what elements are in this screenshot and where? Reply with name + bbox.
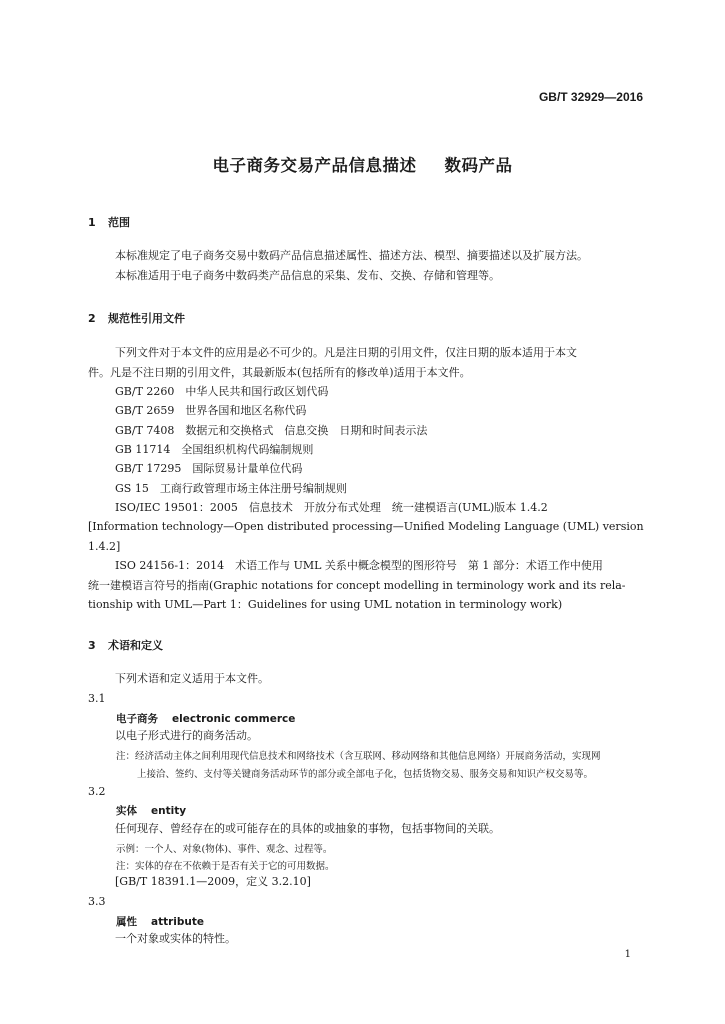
reference-item: GB/T 17295 国际贸易计量单位代码 xyxy=(115,462,303,475)
term-zh: 电子商务 xyxy=(116,713,158,725)
document-title xyxy=(0,152,725,176)
term-heading xyxy=(116,711,295,726)
term-note-line-2: 上接洽、签约、支付等关键商务活动环节的部分或全部电子化，包括货物交易、服务交易和知识产权交易等。 xyxy=(137,769,594,780)
reference-iso19501-line-2: [Information technology—Open distributed processing—Unified Modeling Language (UML) version xyxy=(88,520,644,533)
term-en: entity xyxy=(151,805,187,817)
reference-item: GB/T 2659 世界各国和地区名称代码 xyxy=(115,404,307,417)
clause-number: 3.2 xyxy=(88,785,106,798)
page-number: 1 xyxy=(624,949,631,960)
section-1-paragraph-2: 本标准适用于电子商务中数码类产品信息的采集、发布、交换、存储和管理等。 xyxy=(115,269,500,282)
term-heading xyxy=(116,803,186,818)
section-2-intro-line-1: 下列文件对于本文件的应用是必不可少的。凡是注日期的引用文件，仅注日期的版本适用于本文 xyxy=(115,346,577,359)
reference-iso24156-line-3: tionship with UML—Part 1：Guidelines for using UML notation in terminology work) xyxy=(88,598,563,611)
section-1-paragraph-1: 本标准规定了电子商务交易中数码产品信息描述属性、描述方法、模型、摘要描述以及扩展方法。 xyxy=(115,249,588,262)
term-definition: 以电子形式进行的商务活动。 xyxy=(115,729,258,742)
reference-item: GS 15 工商行政管理市场主体注册号编制规则 xyxy=(115,482,347,495)
section-3-intro: 下列术语和定义适用于本文件。 xyxy=(115,672,269,685)
clause-number: 3.3 xyxy=(88,895,106,908)
section-2-heading: 2 规范性引用文件 xyxy=(88,312,185,325)
section-2-intro-line-2: 件。凡是不注日期的引用文件，其最新版本(包括所有的修改单)适用于本文件。 xyxy=(88,366,471,379)
term-definition: 任何现存、曾经存在的或可能存在的具体的或抽象的事物，包括事物间的关联。 xyxy=(115,822,500,835)
term-zh: 属性 xyxy=(116,916,137,928)
reference-iso19501-line-1: ISO/IEC 19501：2005 信息技术 开放分布式处理 统一建模语言(UML)版本 1.4.2 xyxy=(115,501,548,514)
reference-iso19501-line-3: 1.4.2] xyxy=(88,540,121,553)
term-heading xyxy=(116,914,204,929)
term-example: 示例：一个人、对象(物体)、事件、观念、过程等。 xyxy=(116,844,333,855)
section-3-heading: 3 术语和定义 xyxy=(88,639,163,652)
title-part-2: 数码产品 xyxy=(444,156,513,175)
term-en: electronic commerce xyxy=(172,713,296,725)
title-part-1: 电子商务交易产品信息描述 xyxy=(212,156,417,175)
term-zh: 实体 xyxy=(116,805,137,817)
clause-number: 3.1 xyxy=(88,692,106,705)
term-note: 注：实体的存在不依赖于是否有关于它的可用数据。 xyxy=(116,861,335,872)
reference-item: GB/T 2260 中华人民共和国行政区划代码 xyxy=(115,385,329,398)
standard-code: GB/T 32929—2016 xyxy=(538,90,643,104)
term-source: [GB/T 18391.1—2009，定义 3.2.10] xyxy=(115,875,311,888)
section-1-heading: 1 范围 xyxy=(88,216,130,229)
reference-iso24156-line-1: ISO 24156-1：2014 术语工作与 UML 关系中概念模型的图形符号 第 1 部分：术语工作中使用 xyxy=(115,559,603,572)
reference-item: GB 11714 全国组织机构代码编制规则 xyxy=(115,443,314,456)
term-note-line-1: 注：经济活动主体之间利用现代信息技术和网络技术（含互联网、移动网络和其他信息网络）开展商务活动，实现网 xyxy=(116,751,601,762)
reference-item: GB/T 7408 数据元和交换格式 信息交换 日期和时间表示法 xyxy=(115,424,428,437)
term-definition: 一个对象或实体的特性。 xyxy=(115,932,236,945)
term-en: attribute xyxy=(151,916,205,928)
reference-iso24156-line-2: 统一建模语言符号的指南(Graphic notations for concept modelling in terminology work and its rela- xyxy=(88,579,626,592)
